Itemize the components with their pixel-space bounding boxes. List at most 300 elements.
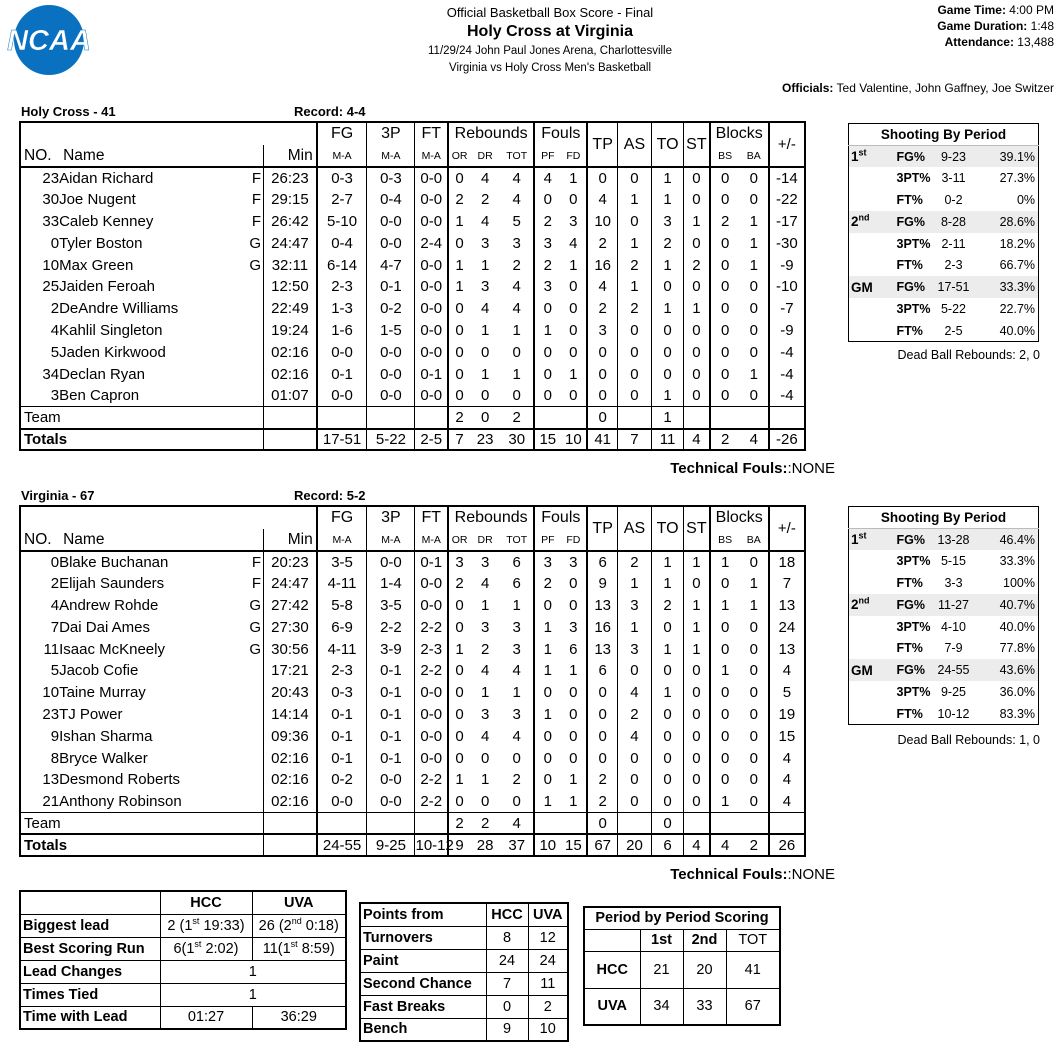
shooting-made-attempted: 4-10 bbox=[940, 619, 967, 634]
player-minutes: 27:42 bbox=[264, 595, 317, 617]
shooting-period bbox=[849, 637, 897, 659]
subcol-bs: BS bbox=[710, 145, 740, 167]
total-st: 4 bbox=[684, 429, 710, 451]
stat-st: 0 bbox=[684, 725, 710, 747]
shooting-made-attempted: 2-3 bbox=[944, 258, 963, 273]
player-number: 8 bbox=[50, 749, 60, 767]
total-as: 20 bbox=[617, 834, 651, 856]
dead-ball-rebounds: Dead Ball Rebounds: 2, 0 bbox=[897, 348, 1040, 362]
total-ft: 2-5 bbox=[415, 429, 448, 451]
shooting-title: Shooting By Period bbox=[849, 124, 1039, 146]
player-number: 3 bbox=[50, 387, 60, 405]
header-venue: 11/29/24 John Paul Jones Arena, Charlottesville bbox=[428, 45, 672, 57]
stat-bs: 0 bbox=[710, 573, 740, 595]
stat-ft: 0-1 bbox=[415, 551, 448, 573]
subcol-ma: M-A bbox=[367, 529, 415, 551]
points-from-hcc: 9 bbox=[486, 1018, 528, 1041]
points-from-hcc: 24 bbox=[486, 949, 528, 972]
stat-pm: 13 bbox=[769, 595, 805, 617]
stat-as: 0 bbox=[617, 385, 651, 407]
stat-ba: 0 bbox=[749, 191, 758, 209]
stat-p3: 1-4 bbox=[367, 573, 415, 595]
stat-tp: 4 bbox=[587, 276, 617, 298]
subcol-tot: TOT bbox=[506, 149, 528, 162]
player-row bbox=[20, 682, 805, 704]
stat-dr: 3 bbox=[480, 278, 490, 296]
stat-tot: 4 bbox=[512, 662, 521, 680]
stat-fg: 6-9 bbox=[317, 616, 367, 638]
player-minutes: 24:47 bbox=[264, 232, 317, 254]
col-fouls: Fouls bbox=[534, 122, 587, 145]
stat-to: 0 bbox=[652, 363, 684, 385]
shooting-row bbox=[849, 572, 1039, 594]
shooting-percent: 28.6% bbox=[983, 211, 1039, 233]
shooting-period bbox=[849, 550, 897, 572]
subcol-ma: M-A bbox=[317, 145, 367, 167]
stat-st: 1 bbox=[684, 595, 710, 617]
player-name: Jacob Cofie bbox=[59, 662, 139, 680]
player-row bbox=[20, 660, 805, 682]
shooting-made-attempted: 9-23 bbox=[925, 146, 983, 168]
stat-bs: 0 bbox=[710, 747, 740, 769]
stat-p3: 0-3 bbox=[367, 167, 415, 189]
stat-pm: -10 bbox=[769, 276, 805, 298]
stat-or: 0 bbox=[448, 747, 470, 769]
player-number: 23 bbox=[42, 705, 60, 723]
stat-to: 0 bbox=[652, 616, 684, 638]
player-name-cell bbox=[59, 638, 264, 660]
stat-pf: 1 bbox=[534, 791, 560, 813]
stat-dr: 4 bbox=[480, 300, 490, 318]
stat-tot: 4 bbox=[512, 191, 521, 209]
col-blocks: Blocks bbox=[710, 122, 769, 145]
stat-p3: 0-0 bbox=[367, 232, 415, 254]
player-name-cell bbox=[59, 211, 264, 233]
shooting-stat-label: 3PT% bbox=[896, 684, 931, 699]
shooting-row bbox=[849, 594, 1039, 616]
stat-ft: 2-2 bbox=[415, 616, 448, 638]
shooting-made-attempted: 17-51 bbox=[925, 276, 983, 298]
stat-fd: 1 bbox=[569, 256, 578, 274]
points-from-row bbox=[360, 995, 568, 1018]
stat-fd: 0 bbox=[569, 387, 578, 405]
stat-st: 1 bbox=[684, 298, 710, 320]
shooting-percent: 40.0% bbox=[999, 323, 1036, 338]
player-position: F bbox=[251, 212, 262, 230]
points-from-hcc: 7 bbox=[486, 972, 528, 995]
shooting-percent: 46.4% bbox=[983, 529, 1039, 551]
team-row-blank bbox=[264, 407, 317, 429]
stat-to: 0 bbox=[652, 341, 684, 363]
player-name-cell bbox=[59, 320, 264, 342]
stat-ft: 0-0 bbox=[415, 276, 448, 298]
totals-blank bbox=[264, 429, 317, 451]
stat-p3: 4-7 bbox=[367, 254, 415, 276]
stat-tp: 13 bbox=[587, 595, 617, 617]
subcol-or: OR bbox=[448, 529, 470, 551]
box-score-header bbox=[330, 4, 770, 77]
shooting-period-num: 2 bbox=[851, 214, 859, 230]
shooting-made-attempted: 2-11 bbox=[941, 236, 966, 251]
player-row bbox=[20, 791, 805, 813]
stat-ba: 1 bbox=[749, 256, 758, 274]
shooting-row bbox=[849, 167, 1039, 189]
stat-dr: 4 bbox=[480, 662, 490, 680]
stat-tot: 4 bbox=[512, 300, 521, 318]
stat-fg: 0-3 bbox=[317, 167, 367, 189]
shooting-row bbox=[849, 254, 1039, 276]
player-name: Anthony Robinson bbox=[59, 792, 182, 810]
player-name-cell bbox=[59, 725, 264, 747]
stat-fd: 1 bbox=[569, 792, 578, 810]
stat-st: 0 bbox=[684, 747, 710, 769]
stat-tot: 1 bbox=[512, 365, 521, 383]
player-minutes: 22:49 bbox=[264, 298, 317, 320]
stat-as: 1 bbox=[617, 189, 651, 211]
stat-ft: 0-0 bbox=[415, 725, 448, 747]
stat-tot: 0 bbox=[512, 343, 521, 361]
period-col-1st: 1st bbox=[640, 929, 683, 951]
period-col-tot: TOT bbox=[726, 929, 780, 951]
shooting-period bbox=[849, 254, 897, 276]
stat-st: 0 bbox=[684, 660, 710, 682]
team-caption: Holy Cross - 41 bbox=[21, 104, 116, 119]
points-from-label: Second Chance bbox=[360, 972, 486, 995]
stat-tp: 0 bbox=[587, 704, 617, 726]
stat-to: 1 bbox=[652, 385, 684, 407]
col-st: ST bbox=[684, 506, 710, 551]
player-position: G bbox=[249, 640, 262, 658]
stat-to: 1 bbox=[652, 682, 684, 704]
stat-fd: 0 bbox=[569, 575, 578, 593]
shooting-made-attempted: 8-28 bbox=[925, 211, 983, 233]
stat-fg: 4-11 bbox=[317, 638, 367, 660]
player-position: F bbox=[251, 553, 262, 571]
shooting-row bbox=[849, 320, 1039, 342]
stat-pm: 5 bbox=[769, 682, 805, 704]
subcol-pf: PF bbox=[534, 529, 560, 551]
stat-tot: 0 bbox=[512, 792, 521, 810]
stat-pf: 0 bbox=[534, 682, 560, 704]
shooting-made-attempted: 11-27 bbox=[925, 594, 983, 616]
col-fg: FG bbox=[317, 122, 367, 145]
stat-to: 1 bbox=[652, 167, 684, 189]
stat-tp: 0 bbox=[587, 363, 617, 385]
team-stat-bs bbox=[710, 813, 740, 835]
stat-p3: 0-0 bbox=[367, 385, 415, 407]
stat-fg: 0-0 bbox=[317, 341, 367, 363]
points-from-hcc: 0 bbox=[486, 995, 528, 1018]
player-name: Isaac McKneely bbox=[59, 640, 165, 658]
shooting-made-attempted: 7-9 bbox=[944, 641, 963, 656]
shooting-stat-label: FT% bbox=[896, 258, 923, 273]
stat-tot: 4 bbox=[512, 169, 521, 187]
stat-fg: 0-2 bbox=[317, 769, 367, 791]
stat-bs: 0 bbox=[710, 769, 740, 791]
shooting-row bbox=[849, 211, 1039, 233]
player-name-cell bbox=[59, 660, 264, 682]
total-fd: 15 bbox=[560, 834, 587, 856]
best-run-uva: 11(1st 8:59) bbox=[252, 937, 346, 960]
shooting-period-num: 1 bbox=[851, 149, 859, 165]
stat-bs: 1 bbox=[710, 595, 740, 617]
col-tp: TP bbox=[587, 122, 617, 167]
stat-bs: 0 bbox=[710, 298, 740, 320]
stat-tp: 16 bbox=[587, 616, 617, 638]
team-stat-as bbox=[617, 813, 651, 835]
stat-ft: 0-0 bbox=[415, 573, 448, 595]
shooting-row bbox=[849, 189, 1039, 211]
stat-fg: 2-7 bbox=[317, 189, 367, 211]
team-stat-p3 bbox=[367, 407, 415, 429]
team-caption: Virginia - 67 bbox=[21, 488, 95, 503]
shooting-period bbox=[849, 146, 897, 168]
shooting-percent: 18.2% bbox=[999, 236, 1036, 251]
player-minutes: 02:16 bbox=[264, 769, 317, 791]
team-stat-pf bbox=[534, 813, 560, 835]
stat-fd: 1 bbox=[569, 365, 578, 383]
col-rebounds: Rebounds bbox=[448, 506, 534, 529]
team-stat-or: 2 bbox=[448, 813, 470, 835]
total-tot: 30 bbox=[500, 429, 534, 451]
shooting-by-period-table bbox=[848, 123, 1039, 342]
stat-bs: 0 bbox=[710, 682, 740, 704]
stat-pm: 4 bbox=[769, 660, 805, 682]
stat-fd: 0 bbox=[569, 191, 578, 209]
col-name: Name bbox=[63, 531, 105, 548]
stat-as: 2 bbox=[617, 704, 651, 726]
shooting-period bbox=[849, 298, 897, 320]
team-stat-as bbox=[617, 407, 651, 429]
stat-pf: 0 bbox=[534, 385, 560, 407]
stat-tp: 2 bbox=[587, 298, 617, 320]
stat-bs: 0 bbox=[710, 638, 740, 660]
player-minutes: 24:47 bbox=[264, 573, 317, 595]
stat-st: 2 bbox=[684, 254, 710, 276]
total-dr: 23 bbox=[470, 429, 500, 451]
shooting-row bbox=[849, 616, 1039, 638]
team-stat-ft bbox=[415, 407, 448, 429]
col-blocks: Blocks bbox=[710, 506, 769, 529]
subcol-or: OR bbox=[448, 145, 470, 167]
stat-st: 0 bbox=[684, 791, 710, 813]
stat-ba: 1 bbox=[749, 234, 758, 252]
stat-as: 0 bbox=[617, 211, 651, 233]
subcol-dr: DR bbox=[477, 533, 493, 546]
period-2nd-score: 33 bbox=[683, 988, 726, 1025]
stat-to: 2 bbox=[652, 232, 684, 254]
stat-fg: 0-1 bbox=[317, 747, 367, 769]
shooting-made-attempted: 2-5 bbox=[944, 323, 963, 338]
stat-tp: 4 bbox=[587, 189, 617, 211]
player-name-cell bbox=[59, 363, 264, 385]
total-tot: 37 bbox=[500, 834, 534, 856]
team-stat-st bbox=[684, 813, 710, 835]
col-as: AS bbox=[617, 122, 651, 167]
stat-p3: 0-4 bbox=[367, 189, 415, 211]
stat-st: 1 bbox=[684, 616, 710, 638]
stat-bs: 0 bbox=[710, 704, 740, 726]
shooting-percent: 40.0% bbox=[999, 619, 1036, 634]
stat-pf: 1 bbox=[534, 320, 560, 342]
shooting-period bbox=[849, 529, 897, 551]
player-row bbox=[20, 616, 805, 638]
technical-fouls-value: :NONE bbox=[787, 866, 835, 883]
total-or: 7 bbox=[448, 429, 470, 451]
shooting-stat-label: FG% bbox=[897, 146, 925, 168]
stat-p3: 2-2 bbox=[367, 616, 415, 638]
player-row bbox=[20, 298, 805, 320]
player-position: G bbox=[249, 256, 262, 274]
stat-dr: 0 bbox=[480, 387, 490, 405]
team-stat-st bbox=[684, 407, 710, 429]
shooting-stat-label: 3PT% bbox=[896, 301, 931, 316]
player-number: 7 bbox=[50, 618, 60, 636]
col-min: Min bbox=[264, 529, 317, 551]
player-name-cell bbox=[59, 167, 264, 189]
player-name: Aidan Richard bbox=[59, 169, 154, 187]
stat-bs: 1 bbox=[710, 791, 740, 813]
stat-tot: 5 bbox=[512, 212, 521, 230]
shooting-period bbox=[849, 659, 897, 681]
ncaa-logo-text: NCAA bbox=[7, 25, 91, 57]
player-number: 21 bbox=[42, 792, 60, 810]
player-number: 5 bbox=[50, 343, 60, 361]
player-minutes: 01:07 bbox=[264, 385, 317, 407]
time-with-lead-hcc: 01:27 bbox=[160, 1006, 252, 1029]
stat-as: 0 bbox=[617, 747, 651, 769]
stat-ft: 2-2 bbox=[415, 791, 448, 813]
stat-p3: 0-0 bbox=[367, 211, 415, 233]
stat-bs: 0 bbox=[710, 363, 740, 385]
player-number: 10 bbox=[42, 684, 60, 702]
shooting-stat-label: 3PT% bbox=[896, 236, 931, 251]
stat-pf: 0 bbox=[534, 747, 560, 769]
stat-ba: 0 bbox=[749, 727, 758, 745]
stat-ba: 0 bbox=[749, 343, 758, 361]
stat-to: 3 bbox=[652, 211, 684, 233]
period-2nd-score: 20 bbox=[683, 951, 726, 988]
stat-or: 0 bbox=[448, 320, 470, 342]
player-minutes: 14:14 bbox=[264, 704, 317, 726]
game-duration: 1:48 bbox=[1030, 19, 1054, 33]
total-pf: 10 bbox=[534, 834, 560, 856]
stat-tot: 0 bbox=[512, 387, 521, 405]
points-from-uva: 10 bbox=[528, 1018, 568, 1041]
subcol-dr: DR bbox=[477, 149, 493, 162]
stat-p3: 0-1 bbox=[367, 747, 415, 769]
shooting-period bbox=[849, 167, 897, 189]
col-as: AS bbox=[617, 506, 651, 551]
shooting-period-num: GM bbox=[851, 662, 873, 678]
total-as: 7 bbox=[617, 429, 651, 451]
header-row bbox=[20, 122, 805, 145]
stat-tot: 3 bbox=[512, 705, 521, 723]
subcol-fd: FD bbox=[566, 533, 581, 546]
player-name: Bryce Walker bbox=[59, 749, 148, 767]
header-blank bbox=[20, 506, 317, 529]
total-or: 9 bbox=[448, 834, 470, 856]
technical-fouls bbox=[670, 460, 835, 477]
player-number: 10 bbox=[42, 256, 60, 274]
points-from-uva: 11 bbox=[528, 972, 568, 995]
best-run-label: Best Scoring Run bbox=[20, 937, 160, 960]
player-row bbox=[20, 725, 805, 747]
player-name: Caleb Kenney bbox=[59, 212, 154, 230]
player-number: 0 bbox=[50, 234, 60, 252]
officials-names: Ted Valentine, John Gaffney, Joe Switzer bbox=[836, 81, 1054, 95]
stat-fd: 3 bbox=[569, 618, 578, 636]
col-no: NO. bbox=[24, 531, 52, 548]
stat-to: 1 bbox=[652, 638, 684, 660]
stat-or: 3 bbox=[448, 551, 470, 573]
stat-fg: 0-0 bbox=[317, 385, 367, 407]
stat-pm: 13 bbox=[769, 638, 805, 660]
stat-tot: 1 bbox=[512, 596, 521, 614]
stat-to: 0 bbox=[652, 791, 684, 813]
stat-dr: 3 bbox=[480, 234, 490, 252]
technical-fouls bbox=[670, 866, 835, 883]
stat-as: 4 bbox=[617, 682, 651, 704]
player-position: G bbox=[249, 618, 262, 636]
player-name-cell bbox=[59, 791, 264, 813]
header-blank bbox=[20, 122, 317, 145]
stat-dr: 2 bbox=[480, 640, 490, 658]
team-row-blank bbox=[264, 813, 317, 835]
points-from-uva: 2 bbox=[528, 995, 568, 1018]
total-bs: 4 bbox=[710, 834, 740, 856]
shooting-row bbox=[849, 233, 1039, 255]
stat-dr: 1 bbox=[480, 256, 490, 274]
player-row bbox=[20, 232, 805, 254]
player-row bbox=[20, 638, 805, 660]
shooting-header-row bbox=[849, 124, 1039, 146]
period-scoring-title: Period by Period Scoring bbox=[584, 907, 780, 929]
shooting-percent: 22.7% bbox=[999, 301, 1036, 316]
stat-pf: 0 bbox=[534, 363, 560, 385]
player-number: 11 bbox=[43, 640, 60, 658]
team-stat-p3 bbox=[367, 813, 415, 835]
player-name: Desmond Roberts bbox=[59, 771, 180, 789]
stat-st: 0 bbox=[684, 363, 710, 385]
stat-ba: 0 bbox=[749, 278, 758, 296]
team-row bbox=[20, 813, 805, 835]
stat-p3: 0-0 bbox=[367, 769, 415, 791]
stat-to: 0 bbox=[652, 747, 684, 769]
stat-st: 0 bbox=[684, 189, 710, 211]
stat-as: 1 bbox=[617, 573, 651, 595]
col-no: NO. bbox=[24, 147, 52, 164]
totals-blank bbox=[264, 834, 317, 856]
stat-ft: 0-0 bbox=[415, 385, 448, 407]
subcol-bs: BS bbox=[710, 529, 740, 551]
stat-ft: 0-0 bbox=[415, 595, 448, 617]
shooting-row bbox=[849, 703, 1039, 725]
stat-pm: -17 bbox=[769, 211, 805, 233]
shooting-period bbox=[849, 616, 897, 638]
shooting-percent: 33.3% bbox=[983, 276, 1039, 298]
col-to: TO bbox=[652, 506, 684, 551]
total-ba: 4 bbox=[740, 429, 769, 451]
stat-fg: 1-3 bbox=[317, 298, 367, 320]
subcol-ma: M-A bbox=[415, 145, 448, 167]
stat-tp: 2 bbox=[587, 769, 617, 791]
stat-or: 0 bbox=[448, 682, 470, 704]
shooting-title: Shooting By Period bbox=[849, 507, 1039, 529]
points-from-title: Points from bbox=[360, 903, 486, 926]
player-minutes: 32:11 bbox=[264, 254, 317, 276]
stat-bs: 0 bbox=[710, 254, 740, 276]
